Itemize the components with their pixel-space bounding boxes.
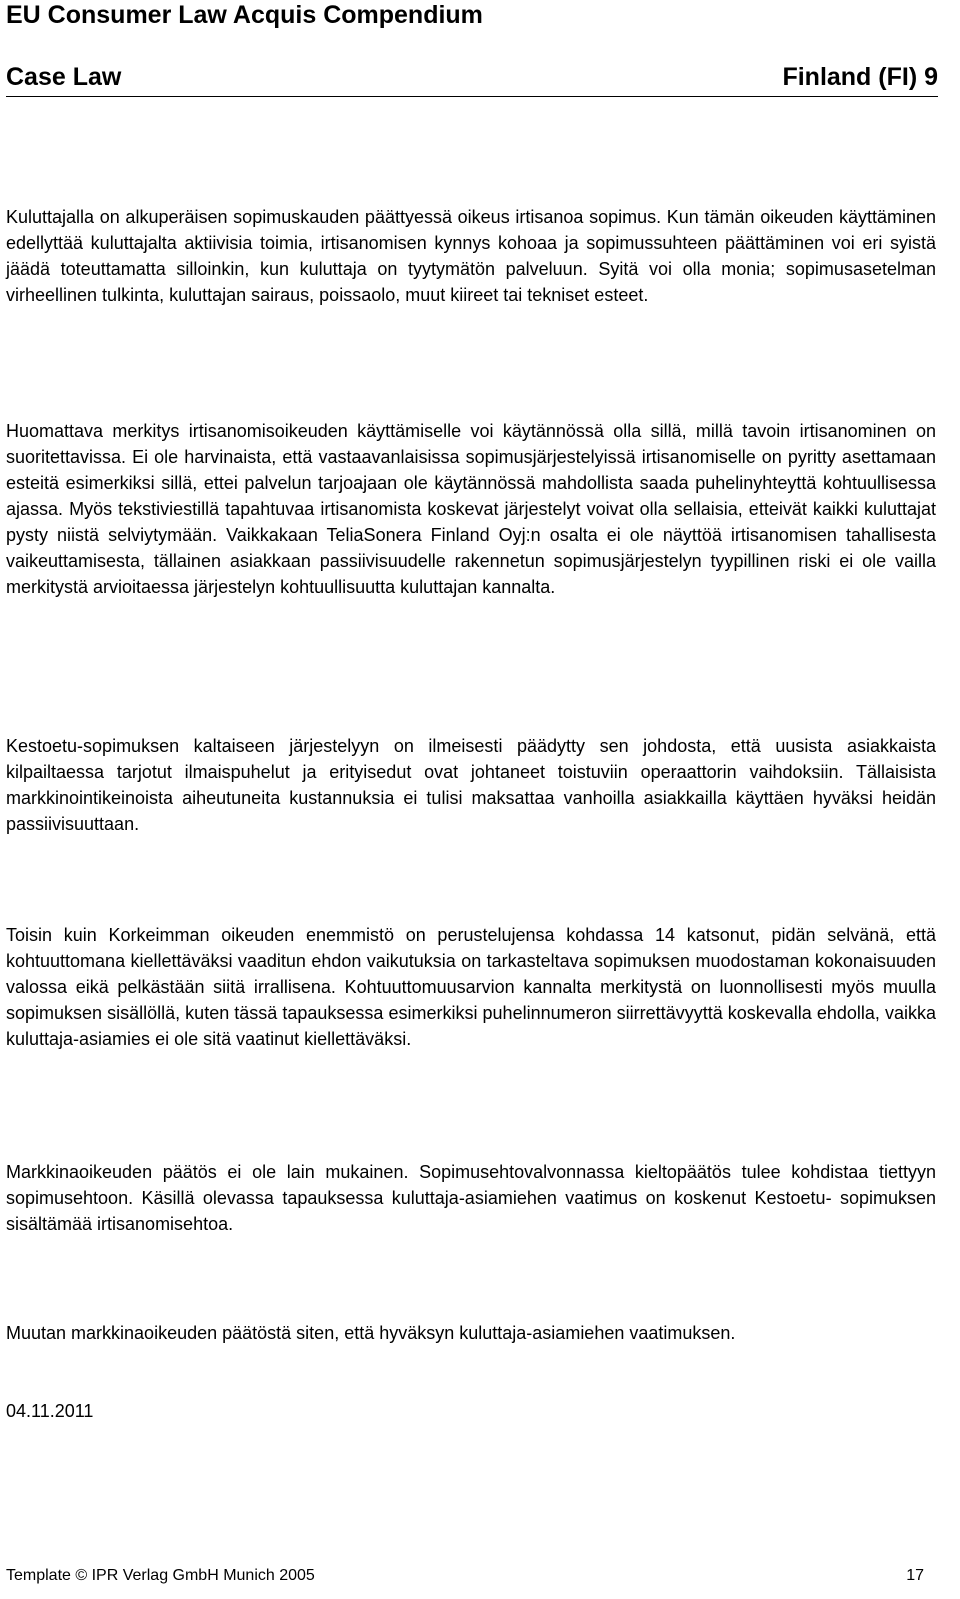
paragraph-4: Toisin kuin Korkeimman oikeuden enemmistö on perustelujensa kohdassa 14 katsonut, pidän selvänä, että kohtuuttomana kiellettäväksi vaaditun ehdon vaikutuksia on tarkasteltava sopimuksen muodostaman kokonaisuuden valossa eikä pelkästään siitä irrallisena. Kohtuuttomuusarvion kannalta merkitystä on luonnollisesti myös muulla sopimuksen sisällöllä, kuten tässä tapauksessa esimerkiksi puhelinnumeron siirrettävyyttä koskevalla ehdolla, vaikka kuluttaja-asiamies ei ole sitä vaatinut kiellettäväksi. xyxy=(6,925,936,1049)
date-line: 04.11.2011 xyxy=(6,1401,94,1421)
header-divider xyxy=(6,96,938,97)
paragraph-6: Muutan markkinaoikeuden päätöstä siten, että hyväksyn kuluttaja-asiamiehen vaatimuksen. xyxy=(6,1323,736,1343)
country-label: Finland (FI) 9 xyxy=(782,63,938,91)
section-title: Case Law xyxy=(6,63,122,91)
paragraph-3: Kestoetu-sopimuksen kaltaiseen järjestelyyn on ilmeisesti päädytty sen johdosta, että uusista asiakkaista kilpailtaessa tarjotut ilmaispuhelut ja erityisedut ovat johtaneet toistuviin operaattorin vaihdoksiin. Tällaisista markkinointikeinoista aiheutuneita kustannuksia ei tulisi maksattaa vanhoilla asiakkailla käyttäen hyväksi heidän passiivisuuttaan. xyxy=(6,736,936,834)
page-number: 17 xyxy=(906,1567,924,1584)
document-title: EU Consumer Law Acquis Compendium xyxy=(6,1,483,29)
paragraph-5: Markkinaoikeuden päätös ei ole lain mukainen. Sopimusehtovalvonnassa kieltopäätös tulee kohdistaa tiettyyn sopimusehtoon. Käsillä olevassa tapauksessa kuluttaja-asiamiehen vaatimus on koskenut Kestoetu- sopimuksen sisältämää irtisanomisehtoa. xyxy=(6,1162,936,1234)
paragraph-1: Kuluttajalla on alkuperäisen sopimuskauden päättyessä oikeus irtisanoa sopimus. Kun tämän oikeuden käyttäminen edellyttää kuluttajalta aktiivisia toimia, irtisanomisen kynnys kohoaa ja sopimussuhteen päättäminen voi eri syistä jäädä toteuttamatta silloinkin, kun kuluttaja on tyytymätön palveluun. Syitä voi olla monia; sopimusasetelman virheellinen tulkinta, kuluttajan sairaus, poissaolo, muut kiireet tai tekniset esteet. xyxy=(6,207,936,305)
paragraph-2: Huomattava merkitys irtisanomisoikeuden käyttämiselle voi käytännössä olla sillä, millä tavoin irtisanominen on suoritettavissa. Ei ole harvinaista, että vastaavanlaisissa sopimusjärjestelyissä irtisanomiselle on pyritty asettamaan esteitä esimerkiksi sillä, ettei palvelun tarjoajaan ole käytännössä mahdollista saada puhelinyhteyttä kohtuullisessa ajassa. Myös tekstiviestillä tapahtuvaa irtisanomista koskevat järjestelyt voivat olla sellaisia, etteivät kaikki kuluttajat pysty niistä selviytymään. Vaikkakaan TeliaSonera Finland Oyj:n osalta ei ole näyttöä irtisanomisen tahallisesta vaikeuttamisesta, tällainen asiakkaan passiivisuudelle rakennetun sopimusjärjestelyn tyypillinen riski ei ole vailla merkitystä arvioitaessa järjestelyn kohtuullisuutta kuluttajan kannalta. xyxy=(6,421,936,597)
footer-template: Template © IPR Verlag GmbH Munich 2005 xyxy=(6,1567,315,1584)
